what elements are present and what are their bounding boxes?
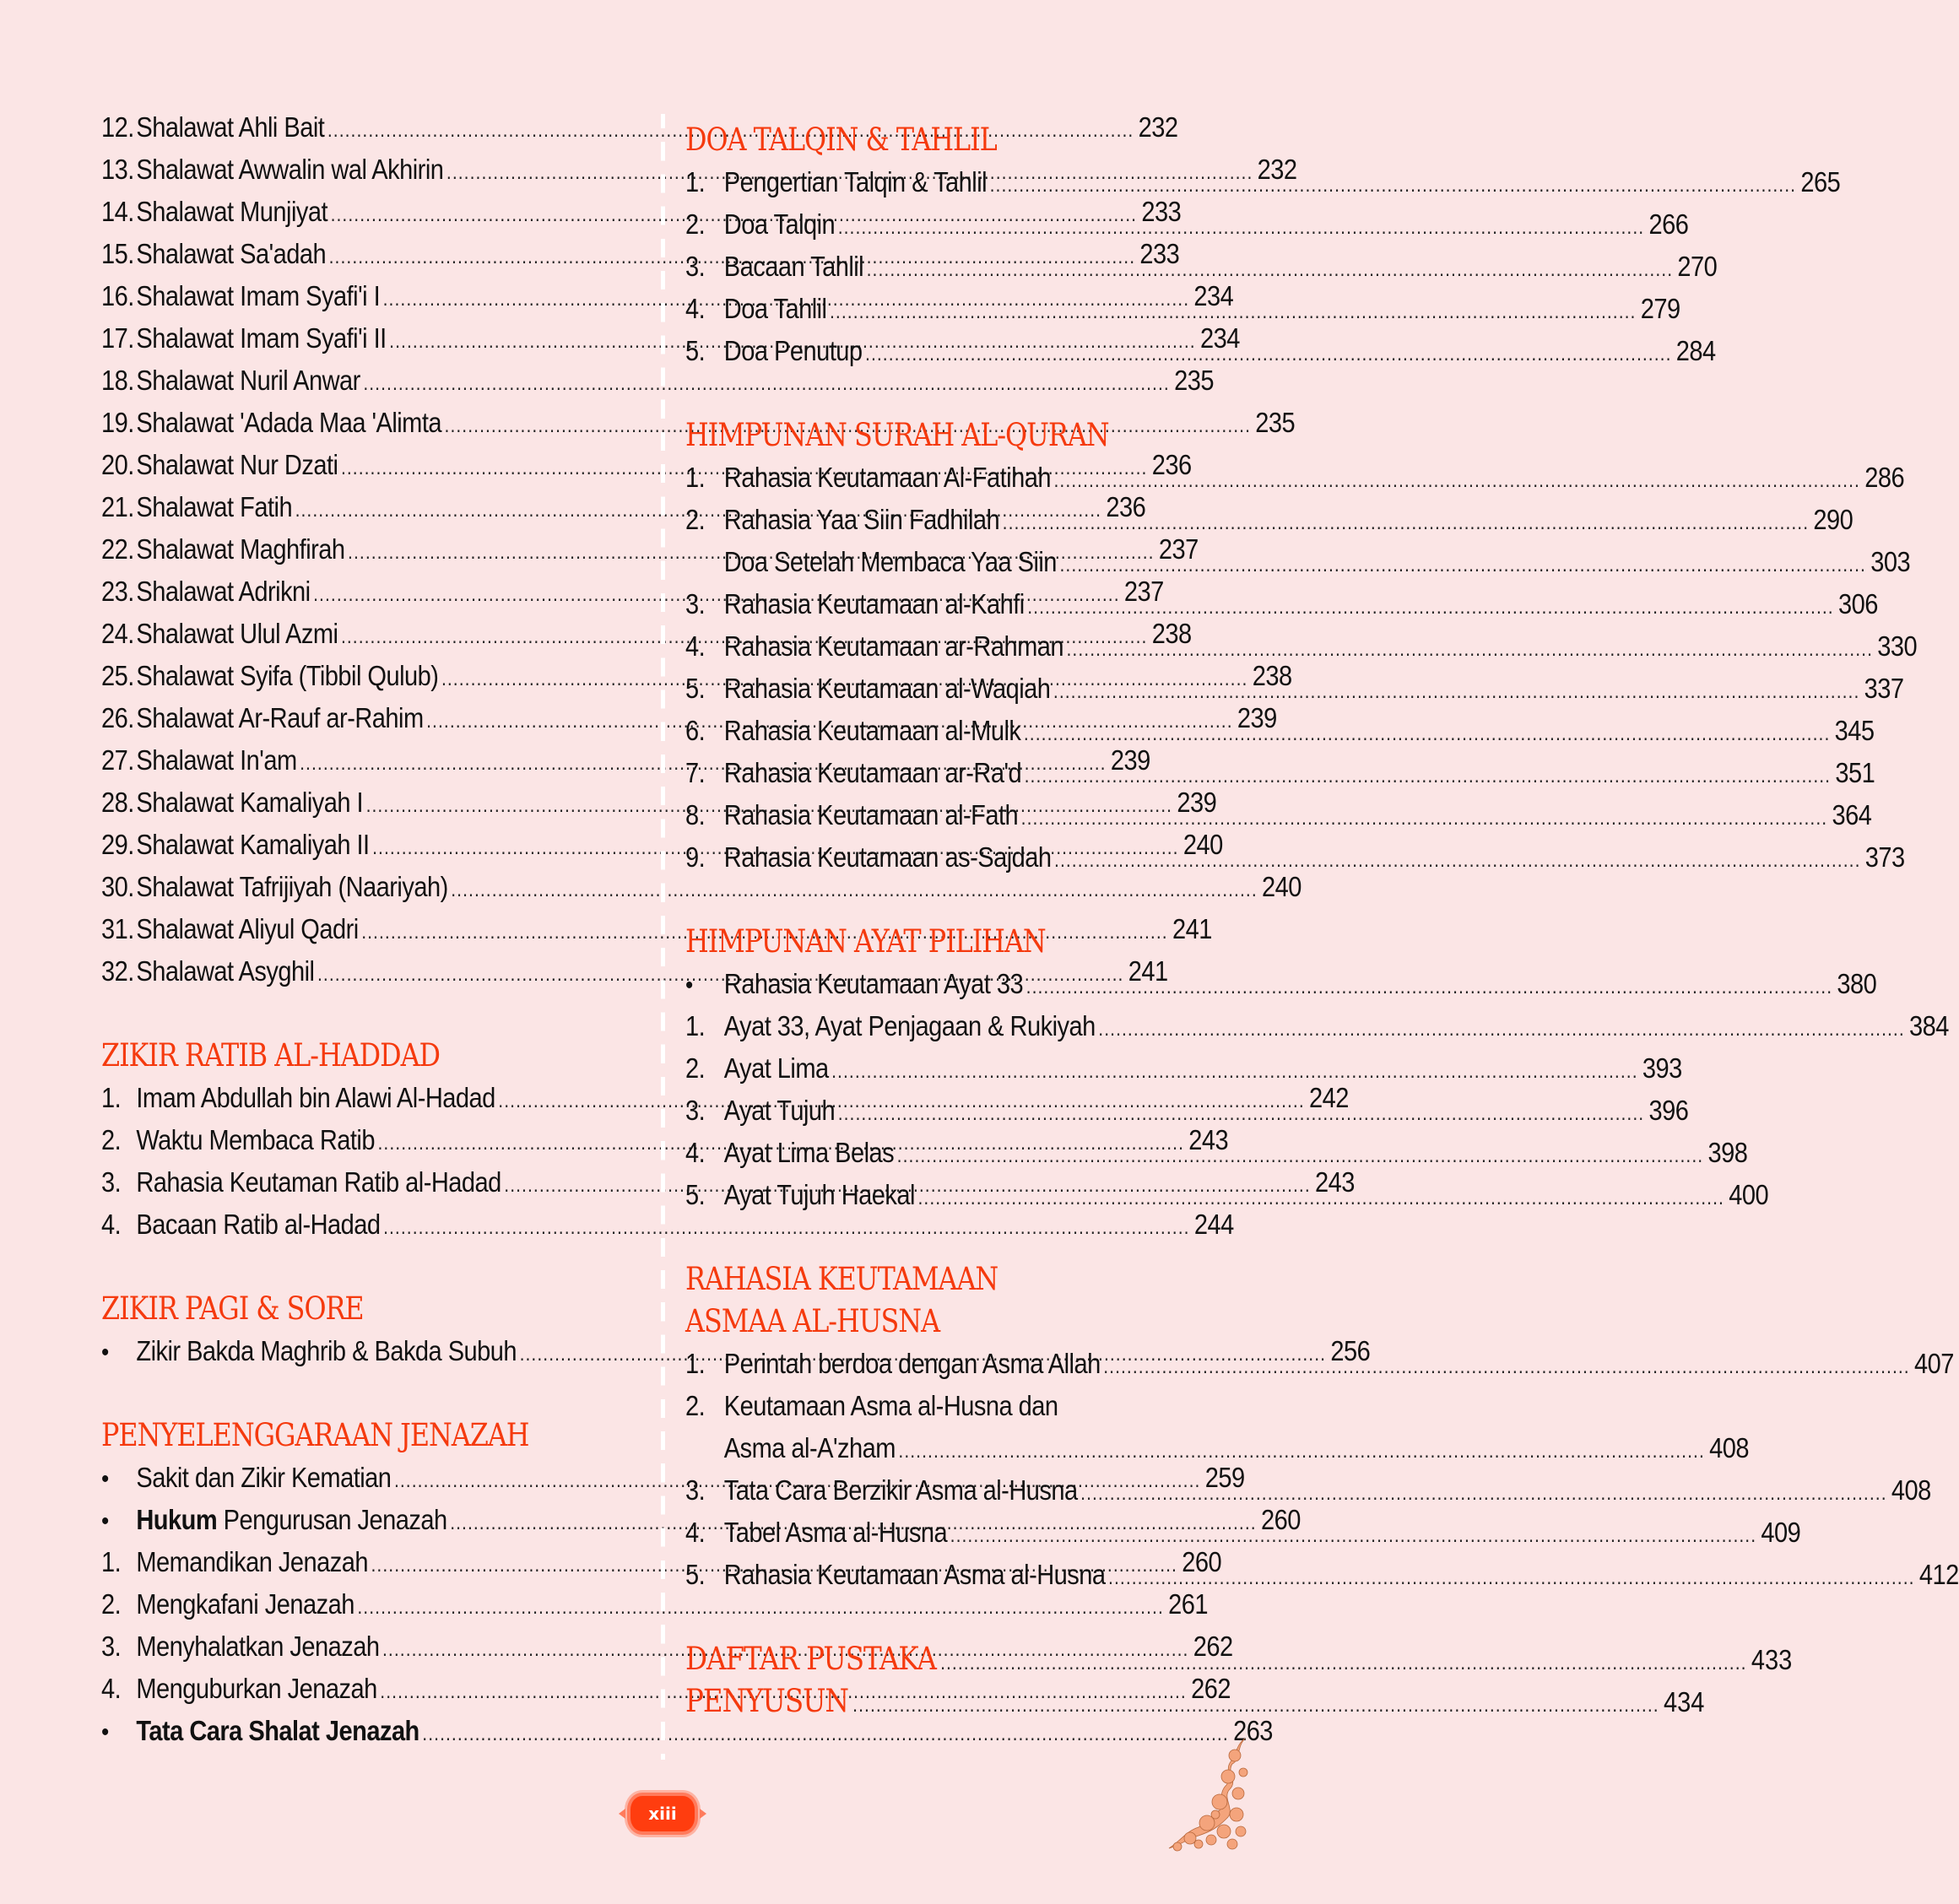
entry-page-number: 351 (1835, 757, 1875, 788)
dot-leader (1027, 587, 1833, 629)
entry-number: 29. (101, 829, 134, 860)
entry-title: Menguburkan Jenazah (136, 1673, 377, 1704)
entry-page-number: 239 (1177, 787, 1217, 818)
entry-page-number: 262 (1191, 1673, 1231, 1704)
entry-page-number: 412 (1918, 1559, 1959, 1590)
dot-leader (1067, 629, 1873, 671)
entry-title: Rahasia Keutamaan al-Kahfi (723, 588, 1025, 619)
entry-page-number: 380 (1837, 968, 1877, 999)
bullet-icon: • (685, 971, 693, 999)
entry-number: 4. (685, 1517, 706, 1548)
entry-title: Rahasia Keutamaan al-Mulk (723, 715, 1021, 746)
entry-page-number: 400 (1729, 1179, 1769, 1210)
entry-title: Shalawat Nuril Anwar (136, 365, 360, 396)
entry-page-number: 240 (1182, 829, 1223, 860)
entry-number: 15. (101, 238, 134, 269)
toc-entry[interactable] (685, 836, 1905, 879)
entry-title: Shalawat Sa'adah (136, 238, 327, 269)
dot-leader (1054, 840, 1860, 882)
entry-number: 24. (101, 618, 134, 649)
toc-entry-penyusun[interactable] (685, 1680, 1705, 1723)
entry-title: Shalawat Ar-Rauf ar-Rahim (136, 702, 424, 733)
entry-page-number: 244 (1193, 1209, 1234, 1240)
entry-title: Shalawat Tafrijiyah (Naariyah) (136, 871, 448, 902)
toc-entry[interactable] (685, 1005, 1949, 1047)
toc-entry[interactable] (685, 288, 1680, 330)
section-spacer (101, 993, 641, 1035)
entry-number: 4. (685, 1137, 706, 1168)
toc-entry[interactable] (685, 583, 1878, 625)
entry-title: Shalawat Asyghil (136, 955, 315, 987)
toc-entry[interactable] (685, 1554, 1959, 1596)
toc-entry[interactable] (101, 360, 1214, 402)
entry-title: Bacaan Tahlil (723, 251, 864, 282)
entry-number: 19. (101, 407, 134, 438)
entry-title: Shalawat Munjiyat (136, 196, 328, 227)
dot-leader (940, 1642, 1746, 1685)
section-spacer (685, 372, 1226, 414)
entry-page-number: 259 (1204, 1462, 1245, 1493)
entry-number: 5. (685, 673, 706, 704)
entry-number: 12. (101, 111, 134, 143)
entry-page-number: 266 (1648, 208, 1689, 240)
entry-number: 1. (101, 1082, 122, 1113)
entry-title: Rahasia Keutamaan al-Fath (723, 799, 1019, 830)
section-spacer (685, 879, 1226, 921)
entry-title: Memandikan Jenazah (136, 1546, 368, 1577)
section-heading-talqin: DOA TALQIN & TAHLIL (685, 122, 997, 158)
toc-entry[interactable] (685, 457, 1905, 499)
entry-number: 1. (101, 1546, 122, 1577)
entry-page-number: 256 (1330, 1335, 1371, 1366)
section-heading-surah: HIMPUNAN SURAH AL-QURAN (685, 417, 1109, 453)
entry-number: 20. (101, 449, 134, 480)
entry-title: Doa Penutup (723, 335, 863, 366)
entry-number: 6. (685, 715, 706, 746)
entry-number: 25. (101, 660, 134, 691)
entry-title: Ayat Lima Belas (723, 1137, 895, 1168)
dot-leader (1059, 544, 1865, 587)
entry-number: 1. (685, 462, 706, 493)
dot-leader (1025, 755, 1831, 798)
section-heading-asmaa-line1: RAHASIA KEUTAMAAN (685, 1261, 998, 1297)
entry-title: Waktu Membaca Ratib (136, 1124, 375, 1155)
entry-number: 28. (101, 787, 134, 818)
entry-number: 2. (685, 208, 706, 240)
entry-page-number: 393 (1642, 1052, 1682, 1084)
entry-page-number: 260 (1182, 1546, 1222, 1577)
entry-page-number: 290 (1813, 504, 1853, 535)
entry-number: 1. (685, 1010, 706, 1041)
entry-title: Shalawat In'am (136, 744, 297, 776)
page-number-badge (630, 1796, 695, 1831)
entry-title: Doa Setelah Membaca Yaa Siin (723, 546, 1057, 577)
page-number: xiii (648, 1804, 677, 1824)
entry-page-number: 261 (1168, 1588, 1209, 1620)
dot-leader (831, 1051, 1637, 1093)
entry-title: Rahasia Keutamaan Al-Fatihah (723, 462, 1051, 493)
entry-title: Shalawat 'Adada Maa 'Alimta (136, 407, 442, 438)
toc-entry[interactable] (685, 541, 1911, 583)
dot-leader (838, 1093, 1644, 1135)
entry-title-rest: Pengurusan Jenazah (217, 1504, 447, 1535)
entry-page-number: 234 (1199, 322, 1240, 354)
entry-title: Ayat 33, Ayat Penjagaan & Rukiyah (723, 1010, 1096, 1041)
entry-number: 9. (685, 841, 706, 873)
entry-number: 21. (101, 491, 134, 522)
entry-title: Ayat Tujuh (723, 1095, 836, 1126)
entry-title: DAFTAR PUSTAKA (685, 1641, 936, 1677)
entry-page-number: 284 (1675, 335, 1716, 366)
entry-title: Perintah berdoa dengan Asma Allah (723, 1348, 1101, 1379)
entry-number: 2. (685, 504, 706, 535)
entry-number: 1. (685, 166, 706, 197)
entry-page-number: 384 (1909, 1010, 1949, 1041)
dot-leader (1053, 460, 1859, 502)
entry-page-number: 233 (1139, 238, 1180, 269)
toc-entry[interactable] (685, 499, 1853, 541)
entry-page-number: 408 (1709, 1432, 1750, 1463)
entry-number: 27. (101, 744, 134, 776)
entry-number: 23. (101, 576, 134, 607)
entry-title: Shalawat Awwalin wal Akhirin (136, 154, 444, 185)
entry-number: 8. (685, 799, 706, 830)
entry-page-number: 232 (1138, 111, 1178, 143)
entry-page-number: 337 (1864, 673, 1904, 704)
entry-page-number: 232 (1257, 154, 1297, 185)
toc-entry[interactable] (101, 866, 1301, 908)
section-heading-asmaa-line2: ASMAA AL-HUSNA (685, 1303, 940, 1339)
entry-number: 26. (101, 702, 134, 733)
entry-number: 2. (685, 1052, 706, 1084)
entry-title-bold-prefix: Hukum (136, 1504, 218, 1535)
toc-entry[interactable] (685, 203, 1689, 246)
entry-title: Keutamaan Asma al-Husna dan (723, 1390, 1058, 1421)
entry-page-number: 330 (1877, 630, 1918, 662)
dot-leader (950, 1515, 1756, 1557)
entry-page-number: 345 (1834, 715, 1875, 746)
entry-page-number: 240 (1262, 871, 1301, 902)
toc-entry[interactable] (685, 625, 1918, 668)
entry-number: 1. (685, 1348, 706, 1379)
section-spacer (685, 1216, 1226, 1258)
entry-title: Shalawat Ahli Bait (136, 111, 325, 143)
entry-title: Bacaan Ratib al-Hadad (136, 1209, 381, 1240)
section-spacer (101, 1372, 641, 1414)
dot-leader (897, 1135, 1703, 1177)
entry-title: Imam Abdullah bin Alawi Al-Hadad (136, 1082, 495, 1113)
entry-title: Rahasia Yaa Siin Fadhilah (723, 504, 1000, 535)
entry-page-number: 433 (1751, 1644, 1793, 1675)
entry-page-number: 306 (1838, 588, 1878, 619)
entry-number: 2. (101, 1588, 122, 1620)
dot-leader (1003, 502, 1809, 544)
dot-leader (867, 249, 1673, 291)
entry-page-number: 373 (1864, 841, 1905, 873)
entry-number: 30. (101, 871, 134, 902)
toc-entry[interactable] (101, 1204, 1234, 1246)
entry-number: 17. (101, 322, 134, 354)
section-heading-pagi-sore: ZIKIR PAGI & SORE (101, 1290, 364, 1327)
entry-page-number: 408 (1891, 1474, 1931, 1506)
dot-leader (1098, 1009, 1904, 1051)
entry-title: Doa Tahlil (723, 293, 827, 324)
dot-leader (1024, 713, 1830, 755)
entry-number: 3. (685, 1095, 706, 1126)
entry-page-number: 409 (1761, 1517, 1801, 1548)
entry-page-number: 263 (1233, 1715, 1273, 1746)
floral-corner-ornament-icon (1161, 1730, 1253, 1857)
entry-page-number: 236 (1151, 449, 1192, 480)
entry-number: 5. (685, 335, 706, 366)
entry-page-number: 434 (1663, 1686, 1705, 1717)
toc-entry[interactable] (685, 794, 1872, 836)
entry-title: Ayat Tujuh Haekal (723, 1179, 915, 1210)
entry-title: Shalawat Maghfirah (136, 533, 345, 565)
entry-number: 16. (101, 280, 134, 311)
entry-title: Shalawat Imam Syafi'i II (136, 322, 387, 354)
entry-number: 22. (101, 533, 134, 565)
entry-page-number: 407 (1914, 1348, 1954, 1379)
entry-page-number: 265 (1800, 166, 1841, 197)
entry-number: 4. (685, 630, 706, 662)
entry-number: 3. (685, 588, 706, 619)
entry-page-number: 239 (1110, 744, 1150, 776)
dot-leader (865, 333, 1671, 376)
toc-entry[interactable] (685, 963, 1877, 1005)
entry-number: 4. (101, 1673, 122, 1704)
entry-title: Mengkafani Jenazah (136, 1588, 354, 1620)
entry-title: Shalawat Ulul Azmi (136, 618, 338, 649)
entry-title: Rahasia Keutamaan as-Sajdah (723, 841, 1052, 873)
dot-leader (1103, 1346, 1909, 1388)
entry-title: Asma al-A'zham (723, 1432, 896, 1463)
entry-number: 5. (685, 1179, 706, 1210)
entry-page-number: 236 (1106, 491, 1146, 522)
entry-title: Shalawat Adrikni (136, 576, 311, 607)
dot-leader (1026, 966, 1832, 1009)
entry-page-number: 238 (1151, 618, 1192, 649)
entry-page-number: 237 (1123, 576, 1164, 607)
entry-title: Zikir Bakda Maghrib & Bakda Subuh (136, 1335, 517, 1366)
entry-page-number: 233 (1141, 196, 1182, 227)
section-heading-ayat: HIMPUNAN AYAT PILIHAN (685, 923, 1046, 960)
toc-entry[interactable] (101, 1583, 1209, 1625)
entry-title: Shalawat Aliyul Qadri (136, 913, 359, 944)
entry-title: Rahasia Keutamaan ar-Rahman (723, 630, 1063, 662)
entry-number: 2. (685, 1390, 706, 1421)
entry-title: Tabel Asma al-Husna (723, 1517, 948, 1548)
entry-number: 4. (685, 293, 706, 324)
entry-page-number: 270 (1677, 251, 1718, 282)
column-divider (661, 114, 665, 1760)
entry-title: Tata Cara Shalat Jenazah (136, 1715, 419, 1746)
entry-title: Ayat Lima (723, 1052, 829, 1084)
entry-title: Shalawat Kamaliyah I (136, 787, 364, 818)
entry-title: Rahasia Keutamaan ar-Ra'd (723, 757, 1022, 788)
entry-title: Tata Cara Berzikir Asma al-Husna (723, 1474, 1078, 1506)
entry-title: Sakit dan Zikir Kematian (136, 1462, 392, 1493)
dot-leader (830, 291, 1636, 333)
entry-title: Doa Talqin (723, 208, 836, 240)
entry-title (136, 1499, 446, 1541)
entry-page-number: 235 (1255, 407, 1296, 438)
entry-page-number: 260 (1260, 1504, 1301, 1535)
entry-title: Shalawat Nur Dzati (136, 449, 338, 480)
toc-entry[interactable] (685, 1385, 1226, 1427)
toc-entry[interactable] (685, 1427, 1750, 1469)
dot-leader (898, 1431, 1704, 1473)
entry-page-number: 243 (1188, 1124, 1229, 1155)
entry-number: 13. (101, 154, 134, 185)
entry-page-number: 303 (1870, 546, 1911, 577)
toc-entry[interactable] (685, 752, 1875, 794)
entry-number: 3. (101, 1166, 122, 1198)
entry-title: Rahasia Keutaman Ratib al-Hadad (136, 1166, 501, 1198)
toc-entry[interactable] (685, 246, 1718, 288)
entry-page-number: 238 (1252, 660, 1292, 691)
entry-page-number: 235 (1174, 365, 1214, 396)
dot-leader (1021, 798, 1827, 840)
entry-title: Rahasia Keutamaan Asma al-Husna (723, 1559, 1106, 1590)
section-heading-ratib: ZIKIR RATIB AL-HADDAD (101, 1037, 441, 1074)
entry-page-number: 364 (1832, 799, 1872, 830)
bullet-icon: • (101, 1718, 109, 1746)
dot-leader (917, 1177, 1724, 1220)
entry-page-number: 396 (1648, 1095, 1689, 1126)
entry-number: 32. (101, 955, 134, 987)
entry-number: 3. (101, 1631, 122, 1662)
dot-leader (852, 1685, 1659, 1727)
entry-number: 4. (101, 1209, 122, 1240)
entry-page-number: 242 (1309, 1082, 1349, 1113)
entry-page-number: 262 (1193, 1631, 1233, 1662)
entry-page-number: 237 (1158, 533, 1199, 565)
dot-leader (1080, 1473, 1886, 1515)
entry-title: Rahasia Keutamaan Ayat 33 (723, 968, 1024, 999)
entry-page-number: 286 (1864, 462, 1905, 493)
entry-number: 5. (685, 1559, 706, 1590)
entry-title: PENYUSUN (685, 1683, 848, 1719)
section-heading-jenazah: PENYELENGGARAAN JENAZAH (101, 1417, 529, 1453)
entry-page-number: 243 (1315, 1166, 1355, 1198)
entry-number: 18. (101, 365, 134, 396)
bullet-icon: • (101, 1465, 109, 1493)
toc-entry-daftar-pustaka[interactable] (685, 1638, 1793, 1680)
toc-entry[interactable] (685, 1047, 1682, 1090)
dot-leader (838, 207, 1644, 249)
dot-leader (1108, 1557, 1914, 1599)
dot-leader (990, 165, 1796, 207)
entry-page-number: 241 (1172, 913, 1212, 944)
section-spacer (101, 1246, 641, 1288)
entry-number: 2. (101, 1124, 122, 1155)
entry-title: Pengertian Talqin & Tahlil (723, 166, 988, 197)
entry-page-number: 279 (1640, 293, 1680, 324)
entry-number: 3. (685, 251, 706, 282)
entry-page-number: 234 (1193, 280, 1234, 311)
bullet-icon: • (101, 1339, 109, 1366)
entry-number: 3. (685, 1474, 706, 1506)
dot-leader (1053, 671, 1859, 713)
entry-title: Shalawat Fatih (136, 491, 293, 522)
entry-title: Rahasia Keutamaan al-Waqiah (723, 673, 1051, 704)
section-spacer (685, 1596, 1226, 1638)
toc-entry[interactable] (685, 1132, 1748, 1174)
entry-title: Menyhalatkan Jenazah (136, 1631, 380, 1662)
entry-page-number: 241 (1128, 955, 1168, 987)
entry-title: Shalawat Kamaliyah II (136, 829, 370, 860)
entry-page-number: 398 (1707, 1137, 1748, 1168)
entry-title: Shalawat Imam Syafi'i I (136, 280, 381, 311)
entry-number: 31. (101, 913, 134, 944)
entry-number: 7. (685, 757, 706, 788)
bullet-icon: • (101, 1507, 109, 1535)
entry-number: 14. (101, 196, 134, 227)
entry-page-number: 239 (1237, 702, 1277, 733)
entry-title: Shalawat Syifa (Tibbil Qulub) (136, 660, 439, 691)
toc-entry[interactable] (101, 1710, 1273, 1752)
